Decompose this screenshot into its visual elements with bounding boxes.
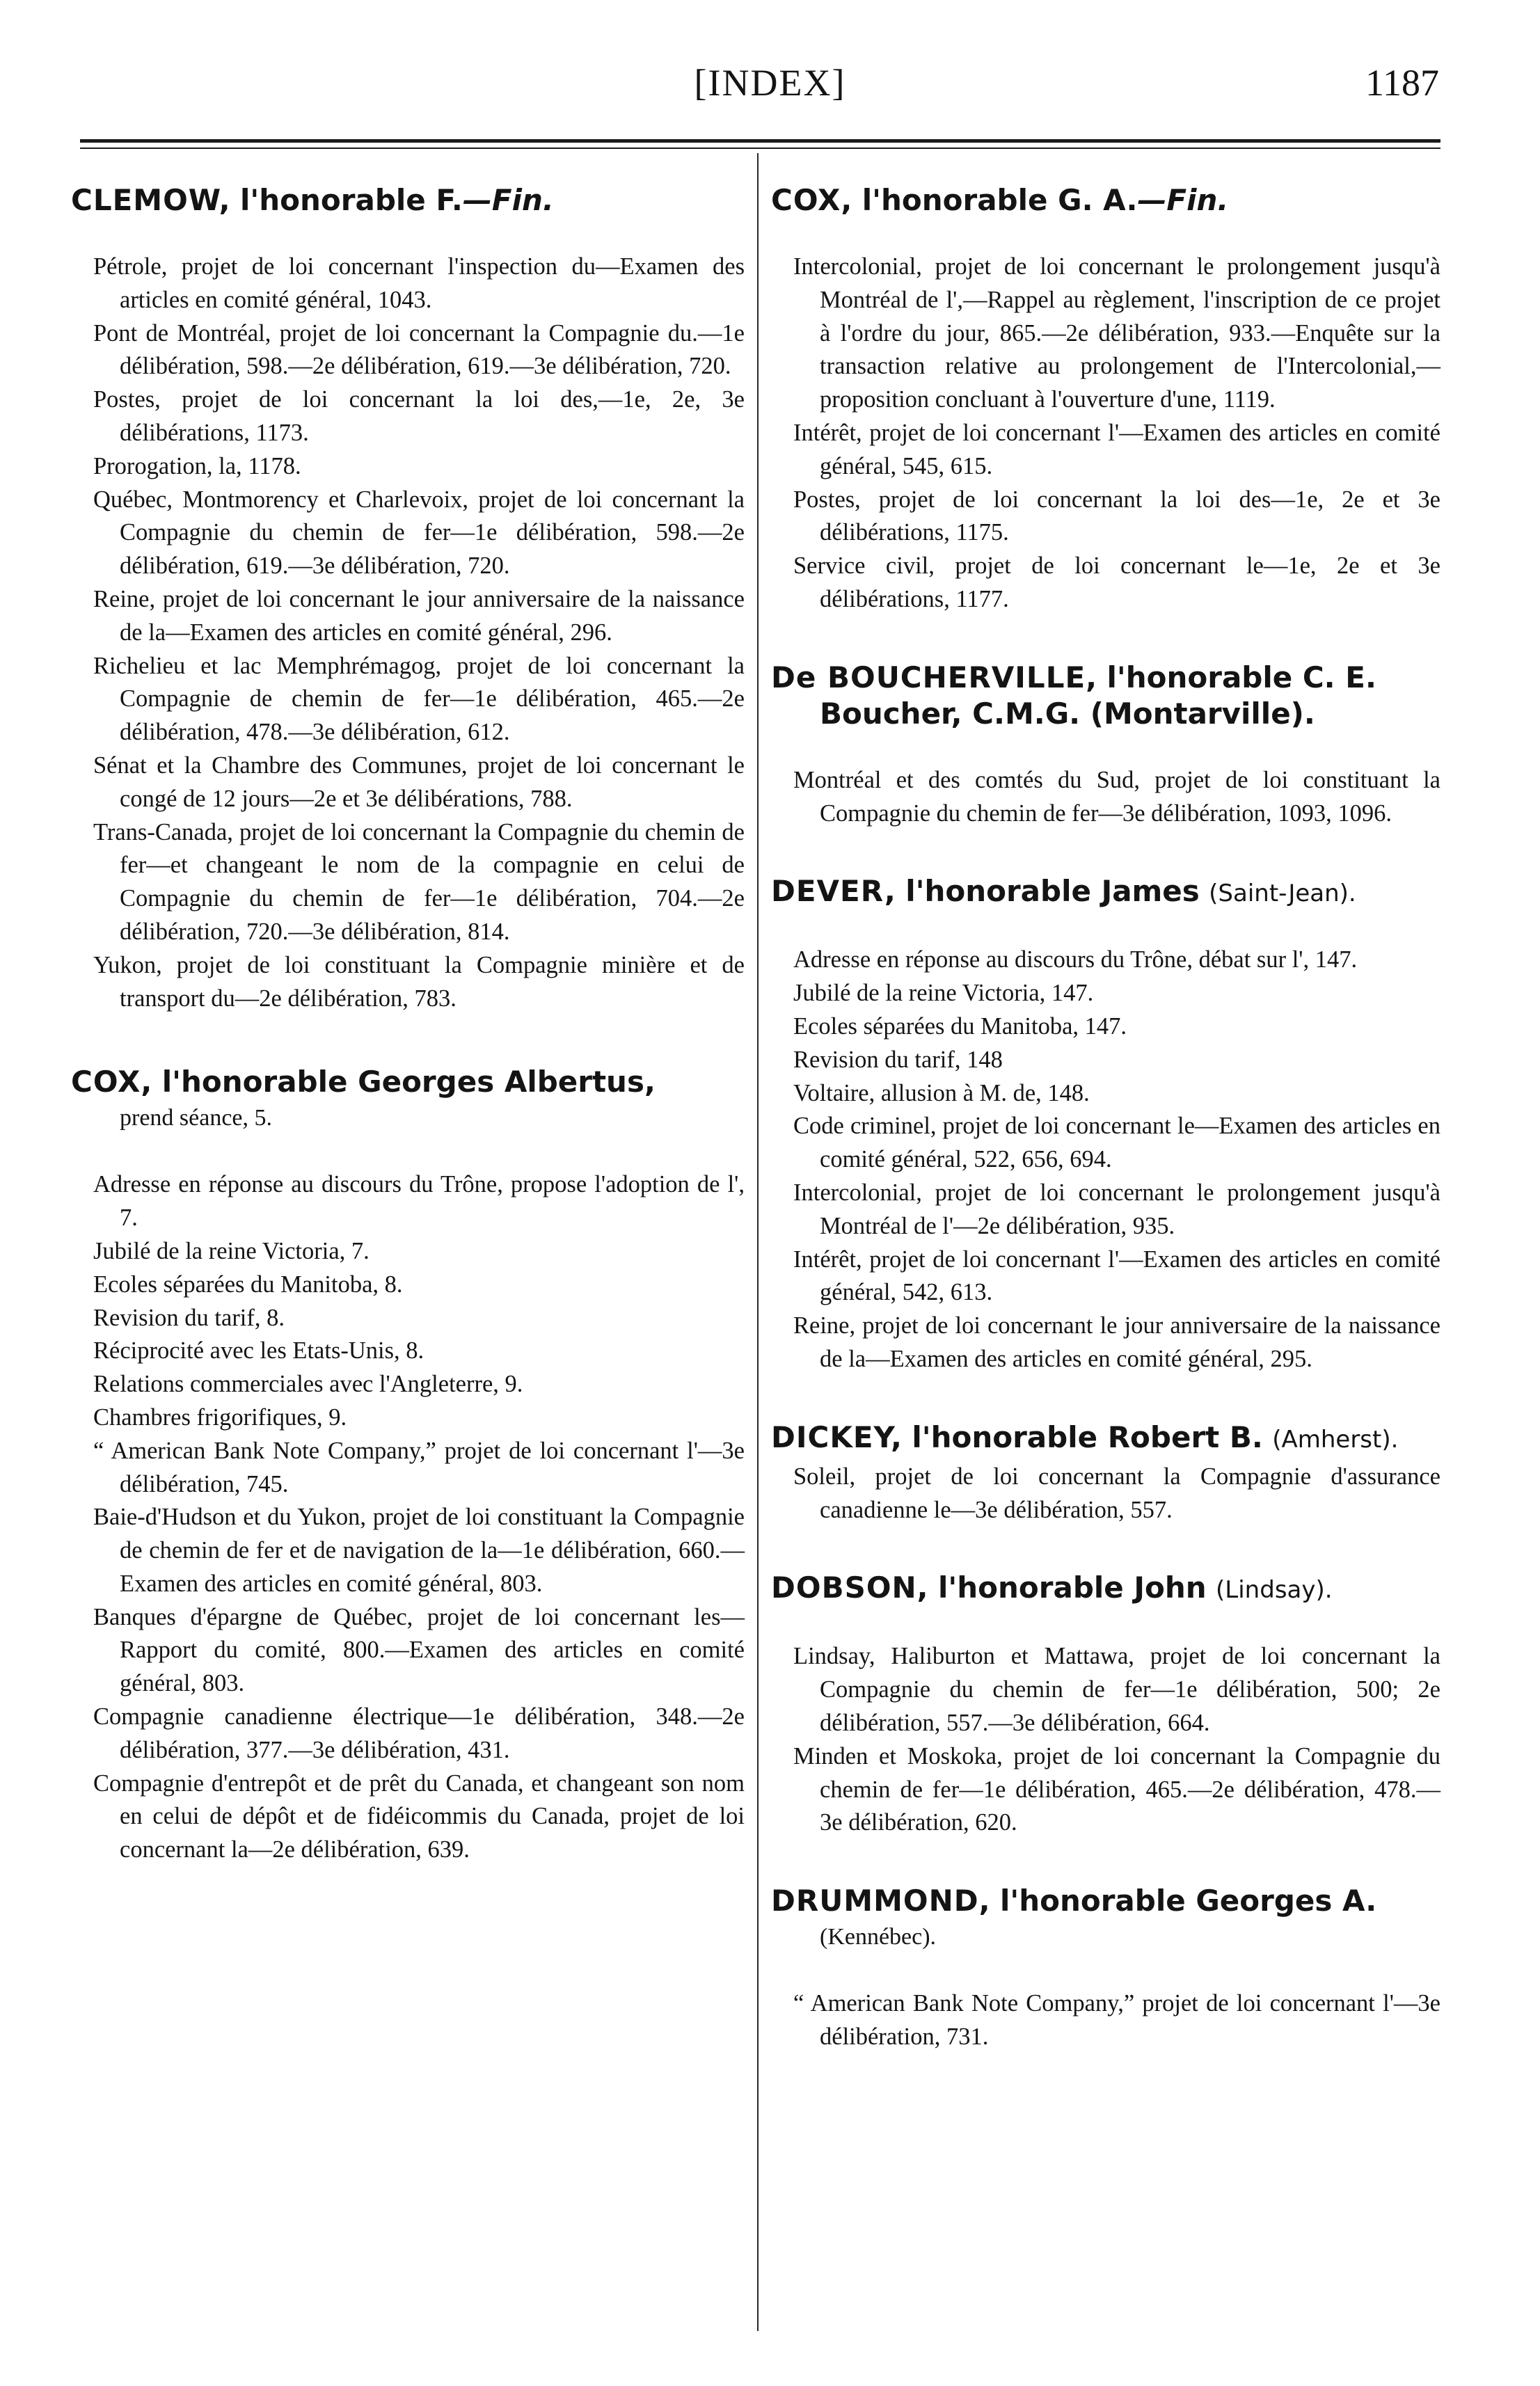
heading-surname: DRUMMOND,	[771, 1884, 991, 1918]
index-entry: Québec, Montmorency et Charlevoix, projet de loi concernant la Compagnie du chemin de fer—1e délibération, 598.—2e délibération, 619.—3e délibération, 720.	[93, 486, 745, 580]
index-entry: Sénat et la Chambre des Communes, projet de loi concernant le congé de 12 jours—2e et 3e délibérations, 788.	[93, 751, 745, 812]
index-entry: Intercolonial, projet de loi concernant le prolongement jusqu'à Montréal de l'—2e délibération, 935.	[793, 1179, 1440, 1239]
index-entry: Voltaire, allusion à M. de, 148.	[793, 1079, 1090, 1106]
heading-given-name: l'honorable Robert B.	[912, 1419, 1263, 1454]
index-section	[771, 182, 1440, 617]
heading-given-name: l'honorable John	[938, 1570, 1207, 1605]
index-entry: Intérêt, projet de loi concernant l'—Examen des articles en comité général, 542, 613.	[793, 1246, 1440, 1306]
index-section	[771, 1419, 1440, 1527]
running-title: [INDEX]	[694, 62, 846, 104]
index-section	[771, 1883, 1440, 2054]
index-entry: Réciprocité avec les Etats-Unis, 8.	[93, 1337, 424, 1365]
section-heading	[771, 1570, 1440, 1608]
heading-surname: CLEMOW,	[71, 183, 231, 217]
index-entry: “ American Bank Note Company,” projet de loi concernant l'—3e délibération, 745.	[93, 1437, 745, 1497]
heading-continuation	[820, 696, 1440, 732]
index-entry: Prorogation, la, 1178.	[93, 452, 301, 479]
heading-continuation-name: Boucher, C.M.G.	[820, 696, 1081, 731]
heading-district: (Montarville).	[1090, 696, 1315, 731]
index-entry: Baie-d'Hudson et du Yukon, projet de loi constituant la Compagnie de chemin de fer et de navigation de la—1e délibération, 660.—Examen des articles en comité général, 803.	[93, 1504, 745, 1597]
index-entry: Relations commerciales avec l'Angleterre, 9.	[93, 1371, 523, 1398]
index-entry: Revision du tarif, 8.	[93, 1304, 285, 1331]
heading-subline: prend séance, 5.	[120, 1105, 273, 1131]
section-heading	[771, 1883, 1440, 1919]
index-entry: Compagnie d'entrepôt et de prêt du Canada, et changeant son nom en celui de dépôt et de fidéicommis du Canada, projet de loi concernant la—2e délibération, 639.	[93, 1769, 745, 1863]
index-section	[771, 1570, 1440, 1840]
page-number: 1187	[1365, 62, 1439, 104]
index-entry: Adresse en réponse au discours du Trône, propose l'adoption de l', 7.	[93, 1171, 745, 1232]
heading-fin: —Fin.	[1137, 183, 1229, 217]
left-column	[71, 182, 745, 1867]
entry-list	[71, 1168, 745, 1867]
index-section	[71, 1064, 745, 1867]
index-entry: “ American Bank Note Company,” projet de loi concernant l'—3e délibération, 731.	[793, 1990, 1440, 2050]
heading-surname: DEVER,	[771, 874, 896, 909]
index-entry: Jubilé de la reine Victoria, 147.	[793, 980, 1094, 1007]
entry-list	[771, 1987, 1440, 2054]
index-entry: Jubilé de la reine Victoria, 7.	[93, 1237, 370, 1264]
section-heading	[771, 873, 1440, 912]
index-entry: Adresse en réponse au discours du Trône, débat sur l', 147.	[793, 946, 1358, 973]
heading-surname: COX,	[771, 183, 853, 217]
index-entry: Chambres frigorifiques, 9.	[93, 1403, 347, 1431]
heading-district: (Amherst).	[1272, 1425, 1399, 1454]
entry-list	[771, 1461, 1440, 1527]
index-entry: Banques d'épargne de Québec, projet de loi concernant les—Rapport du comité, 800.—Examen des articles en comité général, 803.	[93, 1603, 745, 1697]
index-entry: Yukon, projet de loi constituant la Compagnie minière et de transport du—2e délibération, 783.	[93, 951, 745, 1012]
right-column	[771, 182, 1440, 2054]
header-rule-thick	[80, 139, 1440, 143]
entry-list	[771, 250, 1440, 617]
index-entry: Reine, projet de loi concernant le jour anniversaire de la naissance de la—Examen des articles en comité général, 296.	[93, 585, 745, 646]
index-entry: Postes, projet de loi concernant la loi des—1e, 2e et 3e délibérations, 1175.	[793, 486, 1440, 546]
heading-subline: (Kennébec).	[820, 1924, 937, 1950]
index-entry: Soleil, projet de loi concernant la Compagnie d'assurance canadienne le—3e délibération, 557.	[793, 1463, 1440, 1523]
entry-list	[771, 1640, 1440, 1840]
section-heading	[71, 1064, 745, 1100]
heading-given-name: l'honorable Georges Albertus,	[161, 1065, 656, 1099]
heading-given-name: l'honorable F.	[240, 183, 463, 217]
index-entry: Lindsay, Haliburton et Mattawa, projet de loi concernant la Compagnie du chemin de fer—1e délibération, 500; 2e délibération, 557.—3e délibération, 664.	[793, 1643, 1440, 1736]
index-entry: Code criminel, projet de loi concernant le—Examen des articles en comité général, 522, 656, 694.	[793, 1113, 1440, 1173]
index-entry: Minden et Moskoka, projet de loi concernant la Compagnie du chemin de fer—1e délibération, 465.—2e délibération, 478.—3e délibération, 620.	[793, 1742, 1440, 1836]
entry-list	[771, 944, 1440, 1376]
section-heading	[771, 660, 1440, 696]
heading-given-name: l'honorable Georges A.	[999, 1884, 1377, 1918]
heading-given-name: l'honorable G. A.	[862, 183, 1138, 217]
index-entry: Compagnie canadienne électrique—1e délibération, 348.—2e délibération, 377.—3e délibération, 431.	[93, 1703, 745, 1763]
index-section	[771, 873, 1440, 1376]
heading-district: (Lindsay).	[1216, 1576, 1333, 1605]
entry-list	[71, 250, 745, 1015]
index-entry: Revision du tarif, 148	[793, 1046, 1003, 1073]
heading-surname: DICKEY,	[771, 1419, 903, 1454]
index-entry: Service civil, projet de loi concernant le—1e, 2e et 3e délibérations, 1177.	[793, 552, 1440, 612]
heading-fin: —Fin.	[462, 183, 554, 217]
index-entry: Trans-Canada, projet de loi concernant la Compagnie du chemin de fer—et changeant le nom de la compagnie en celui de Compagnie du chemin de fer—1e délibération, 704.—2e délibération, 720.—3e délibération, 814.	[93, 818, 745, 945]
heading-surname: DOBSON,	[771, 1570, 929, 1605]
index-entry: Intérêt, projet de loi concernant l'—Examen des articles en comité général, 545, 615.	[793, 419, 1440, 479]
index-entry: Ecoles séparées du Manitoba, 147.	[793, 1012, 1127, 1040]
index-entry: Intercolonial, projet de loi concernant le prolongement jusqu'à Montréal de l',—Rappel au règlement, l'inscription de ce projet à l'ordre du jour, 865.—2e délibération, 933.—Enquête sur la transaction relative au prolongement de l'Intercolonial,—proposition concluant à l'ouverture d'une, 1119.	[793, 253, 1440, 413]
section-heading	[771, 1419, 1440, 1458]
column-divider	[757, 153, 759, 2331]
heading-given-name: l'honorable C. E.	[1106, 660, 1376, 694]
index-entry: Pétrole, projet de loi concernant l'inspection du—Examen des articles en comité général, 1043.	[93, 253, 745, 313]
index-section	[71, 182, 745, 1015]
section-heading	[771, 182, 1440, 218]
index-entry: Pont de Montréal, projet de loi concernant la Compagnie du.—1e délibération, 598.—2e délibération, 619.—3e délibération, 720.	[93, 319, 745, 380]
index-entry: Reine, projet de loi concernant le jour anniversaire de la naissance de la—Examen des articles en comité général, 295.	[793, 1312, 1440, 1372]
index-entry: Ecoles séparées du Manitoba, 8.	[93, 1271, 403, 1298]
index-section	[771, 660, 1440, 831]
header-rule-thin	[80, 148, 1440, 149]
entry-list	[771, 764, 1440, 831]
heading-given-name: l'honorable James	[905, 874, 1200, 909]
index-entry: Postes, projet de loi concernant la loi des,—1e, 2e, 3e délibérations, 1173.	[93, 386, 745, 446]
heading-district: (Saint-Jean).	[1209, 880, 1356, 908]
index-entry: Richelieu et lac Memphrémagog, projet de loi concernant la Compagnie de chemin de fer—1e délibération, 465.—2e délibération, 478.—3e délibération, 612.	[93, 652, 745, 746]
heading-surname: De BOUCHERVILLE,	[771, 660, 1098, 694]
heading-surname: COX,	[71, 1065, 153, 1099]
section-heading	[71, 182, 745, 218]
index-entry: Montréal et des comtés du Sud, projet de loi constituant la Compagnie du chemin de fer—3e délibération, 1093, 1096.	[793, 766, 1440, 827]
